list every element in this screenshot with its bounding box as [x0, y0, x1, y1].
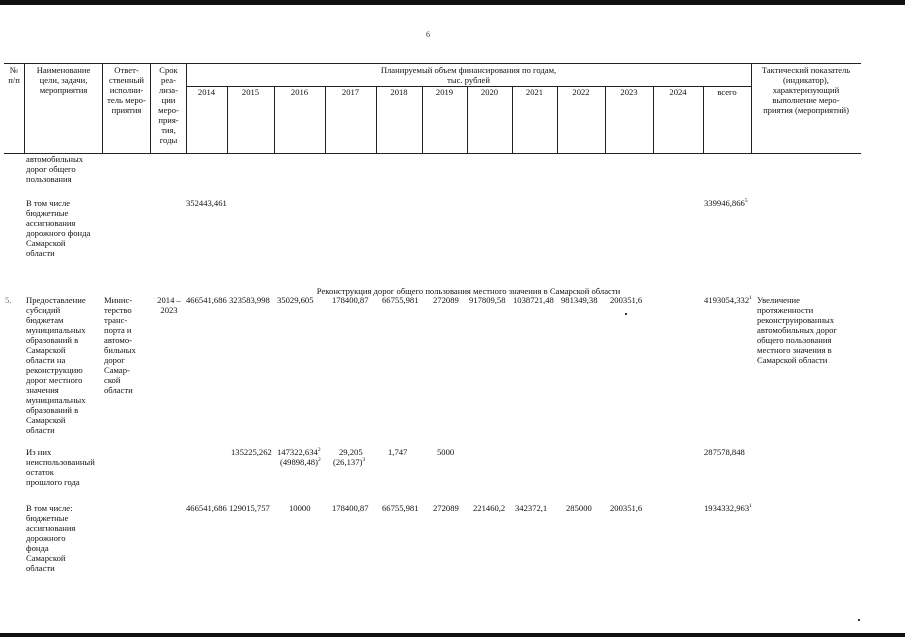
unused-2015: 135225,262 — [231, 447, 272, 457]
main-row-responsible: Минис- терство транс- порта и автомо- бильных дорог Самар- ской области — [104, 295, 136, 395]
continuation-name: автомобильных дорог общего пользования — [26, 154, 84, 184]
including-name: В том числе бюджетные ассигнования дорожного фонда Самарской области — [26, 198, 91, 258]
budget-2022: 285000 — [566, 503, 592, 513]
budget-2018: 66755,981 — [382, 503, 419, 513]
budget-2017: 178400,87 — [332, 503, 369, 513]
unused-2016: 147322,634$^2$ — [277, 447, 321, 457]
budget-total: 1934332,963$^1$ — [704, 503, 752, 513]
unused-total: 287578,848 — [704, 447, 745, 457]
header-year-2014: 2014 — [197, 87, 216, 97]
budget-name: В том числе: бюджетные ассигнования дорожного фонда Самарской области — [26, 503, 76, 573]
unused-2018: 1,747 — [388, 447, 408, 457]
budget-2023: 200351,6 — [610, 503, 643, 513]
header-year-2019: 2019 — [435, 87, 454, 97]
main-2017: 178400,87 — [332, 295, 369, 305]
including-total: 339946,866$^5$ — [704, 198, 748, 208]
header-name: Наименование цели, задачи, мероприятия — [36, 65, 91, 95]
header-funding-title: Планируемый объем финансирования по годам, тыс. рублей — [380, 65, 557, 85]
budget-2021: 342372,1 — [515, 503, 548, 513]
bottom-scan-border — [0, 633, 905, 637]
section-title: Реконструкция дорог общего пользования местного значения в Самарской области — [316, 286, 621, 296]
unused-2017-paren: $(26,137)^3$ — [333, 457, 366, 467]
scan-speck — [625, 313, 627, 315]
header-num: № п/п — [8, 65, 20, 85]
header-year-2020: 2020 — [480, 87, 499, 97]
main-2019: 272089 — [433, 295, 459, 305]
main-indicator: Увеличение протяженности реконструированных автомобильных дорог общего пользования местного значения в Самарской области — [757, 295, 837, 365]
header-year-2015: 2015 — [241, 87, 260, 97]
header-responsible: Ответ- ственный исполни- тель меро- приятия — [107, 65, 146, 115]
main-row-term: 2014 – 2023 — [157, 295, 181, 315]
main-total: 4193054,332$^1$ — [704, 295, 752, 305]
header-year-2017: 2017 — [341, 87, 360, 97]
page-number: 6 — [426, 30, 430, 39]
budget-2016: 10000 — [289, 503, 311, 513]
unused-2017: 29,205 — [339, 447, 363, 457]
main-2022: 981349,38 — [561, 295, 598, 305]
budget-2014: 466541,686 — [186, 503, 227, 513]
main-row-num: 5. — [5, 295, 12, 305]
header-total: всего — [717, 87, 737, 97]
main-2021: 1038721,48 — [513, 295, 554, 305]
including-2014: 352443,461 — [186, 198, 227, 208]
main-2016: 35029,605 — [277, 295, 314, 305]
budget-2020: 221460,2 — [473, 503, 506, 513]
unused-2016-paren: $(49898,48)^2$ — [280, 457, 321, 467]
header-year-2021: 2021 — [525, 87, 544, 97]
main-2020: 917809,58 — [469, 295, 506, 305]
header-year-2018: 2018 — [390, 87, 408, 97]
header-indicator: Тактический показатель (индикатор), характеризующий выполнение меро- приятия (мероприятий) — [761, 65, 851, 115]
main-2018: 66755,981 — [382, 295, 419, 305]
header-year-2022: 2022 — [572, 87, 590, 97]
main-2014: 466541,686 — [186, 295, 227, 305]
budget-2015: 129015,757 — [229, 503, 270, 513]
unused-2019: 5000 — [437, 447, 455, 457]
header-year-2024: 2024 — [669, 87, 687, 97]
main-row-name: Предоставление субсидий бюджетам муниципальных образований в Самарской области на реконструкцию дорог местного значения муниципальных образований в Самарской области — [26, 295, 86, 435]
top-scan-border — [0, 0, 905, 5]
unused-name: Из них неиспользованный остаток прошлого года — [26, 447, 95, 487]
scan-speck — [858, 619, 860, 621]
budget-2019: 272089 — [433, 503, 459, 513]
main-2023: 200351,6 — [610, 295, 643, 305]
header-term: Срок реа- лиза- ции меро- прия- тия, годы — [158, 65, 179, 145]
header-year-2016: 2016 — [290, 87, 309, 97]
main-2015: 323583,998 — [229, 295, 270, 305]
header-year-2023: 2023 — [620, 87, 638, 97]
